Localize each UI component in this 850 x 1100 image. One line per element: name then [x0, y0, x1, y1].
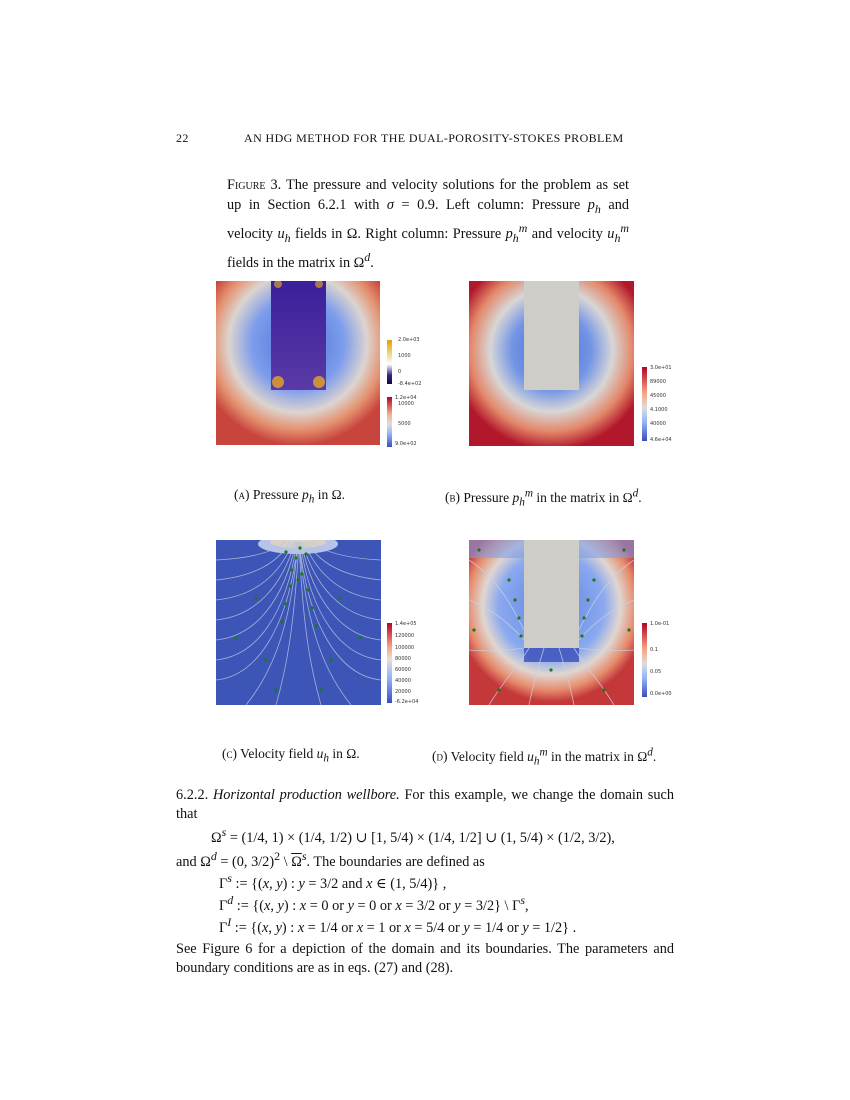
colorbar-c-label: 100000: [395, 645, 415, 651]
colorbar-b-label: 45000: [650, 393, 666, 399]
colorbar-a-top: [387, 340, 392, 384]
colorbar-c-label: -6.2e+04: [395, 699, 419, 705]
subcaption-a-text: Pressure $p_h$ in Ω.: [252, 487, 346, 506]
equation-omega-s: $\Omega^s = (1/4$, 1) × (1/4, 1/2) ∪ [1, 5/4) × (1/4, 1/2] ∪ (1, 5/4) × (1/2, 3/2),: [211, 825, 615, 846]
colorbar-d-label: 0.1: [650, 647, 658, 653]
colorbar-c-label: 40000: [395, 678, 411, 684]
plot-a-pressure: [216, 281, 380, 445]
subcaption-a: [234, 487, 345, 506]
colorbar-d-label: 1.0e-01: [650, 621, 670, 627]
section-intro: For this example, we change the domain such that: [176, 787, 675, 822]
closing-paragraph: See Figure 6 for a depiction of the domain and its boundaries. The parameters and boundary conditions are as in eqs. (27) and (28).: [176, 941, 674, 976]
colorbar-a-top-label: 2.0e+03: [398, 337, 420, 343]
colorbar-a-bottom-label: 1.2e+04: [395, 395, 417, 401]
figure-caption-text: The pressure and velocity solutions for the problem as set up in Section 6.2.1 with σ = 0.9. Left column: Pressure $p_h$ and velocity $u_h$ fields in Ω. Right column: Pressure $p_h^m$ and velocity $u_h^m$ fields in the matrix in $\Omega^d$.: [227, 177, 630, 271]
colorbar-a-bottom-label: 5000: [398, 421, 411, 427]
subcaption-b: [445, 487, 642, 508]
equation-gamma-d: $\Gamma^d$ := {(x, y) : x = 0 or y = 0 or x = 3/2 or y = 3/2} \ $\Gamma^s$,: [219, 893, 529, 914]
section-intro-paragraph: [176, 786, 674, 824]
subcaption-d-text: Velocity field $u_h^m$ in the matrix in $\Omega^d$.: [450, 746, 657, 768]
subcaption-c: [222, 746, 360, 765]
plot-d-image: [469, 540, 634, 705]
subcaption-b-tag: (b): [445, 489, 460, 505]
colorbar-c-label: 1.4e+05: [395, 621, 417, 627]
colorbar-a-bottom: [387, 397, 392, 447]
equation-gamma-s: $\Gamma^s$ := {(x, y) : y = 3/2 and x ∈ (1, 5/4)} ,: [219, 871, 447, 892]
section-number: 6.2.2.: [176, 787, 209, 803]
plot-c-image: [216, 540, 381, 705]
colorbar-a-bottom-label: 9.0e+02: [395, 441, 417, 447]
colorbar-a-top-label: 1000: [398, 353, 411, 359]
subcaption-b-text: Pressure $p_h^m$ in the matrix in $\Omega^d$.: [463, 487, 642, 509]
colorbar-a-top-label: -8.4e+02: [398, 381, 422, 387]
colorbar-b-label: 4.6e+04: [650, 437, 672, 443]
figure-caption: [227, 176, 629, 273]
colorbar-c-label: 20000: [395, 689, 411, 695]
colorbar-c: [387, 623, 392, 703]
colorbar-c-label: 60000: [395, 667, 411, 673]
colorbar-c-label: 80000: [395, 656, 411, 662]
plot-b-matrix-pressure: [469, 281, 634, 446]
plot-b-image: [469, 281, 634, 446]
subcaption-a-tag: (a): [234, 487, 250, 502]
plot-d-matrix-velocity: [469, 540, 634, 705]
colorbar-d-label: 0.05: [650, 669, 662, 675]
subcaption-d-tag: (d): [432, 748, 448, 764]
colorbar-b-label: 40000: [650, 421, 666, 427]
page-number: 22: [176, 131, 189, 145]
running-title: AN HDG METHOD FOR THE DUAL-POROSITY-STOKES PROBLEM: [244, 131, 624, 145]
colorbar-b: [642, 367, 647, 441]
domain-definition-line: and $\Omega^d = (0$, 3/2)$^2$ \ $\overline{\Omega}^s$. The boundaries are defined as: [176, 849, 485, 870]
section-title: Horizontal production wellbore.: [212, 787, 400, 803]
colorbar-b-label: 3.0e+01: [650, 365, 672, 371]
colorbar-b-label: 89000: [650, 379, 666, 385]
plot-a-image: [216, 281, 380, 445]
subcaption-d: [432, 746, 656, 767]
plot-c-velocity: [216, 540, 381, 705]
colorbar-d: [642, 623, 647, 697]
subcaption-c-text: Velocity field $u_h$ in Ω.: [240, 746, 360, 765]
colorbar-a-bottom-label: 10000: [398, 401, 414, 407]
colorbar-c-label: 120000: [395, 633, 415, 639]
colorbar-a-top-label: 0: [398, 369, 402, 375]
colorbar-b-label: 4.1000: [650, 407, 668, 413]
figure-label: Figure 3.: [227, 177, 282, 193]
equation-gamma-i: $\Gamma^I$ := {(x, y) : x = 1/4 or x = 1 or x = 5/4 or y = 1/4 or y = 1/2} .: [219, 915, 577, 936]
subcaption-c-tag: (c): [222, 746, 237, 761]
colorbar-d-label: 0.0e+00: [650, 691, 672, 697]
